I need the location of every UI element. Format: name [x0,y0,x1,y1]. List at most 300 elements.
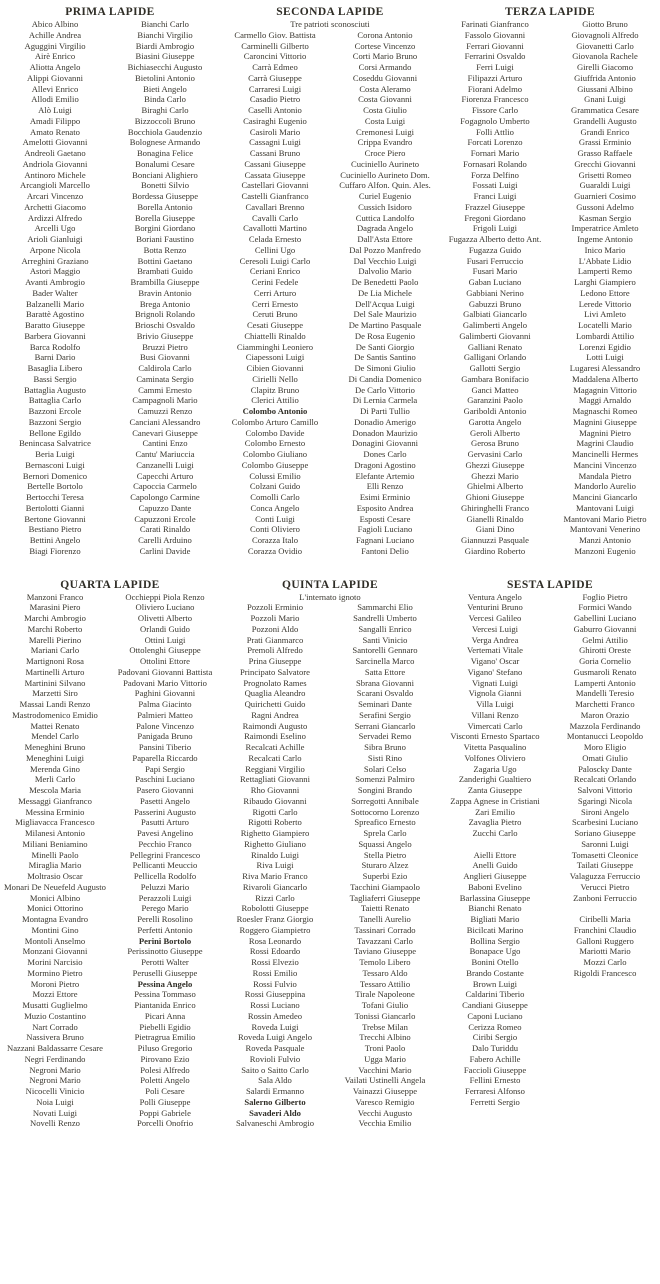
memorial-name: Meneghini Bruno [24,742,86,752]
memorial-name: Zanderighi Gualtiero [458,774,532,785]
memorial-name: Arioli Gianluigi [27,234,83,244]
memorial-name: Perissinotto Giuseppe [127,946,203,957]
memorial-name: Miliani Beniamino [22,838,88,849]
memorial-name: Baboni Evelino [468,881,522,892]
memorial-name: Saronni Luigi [581,838,629,849]
memorial-name: Perego Mario [141,903,189,914]
memorial-name: Candiani Giuseppe [462,1000,528,1010]
memorial-name: Grassi Erminio [578,137,632,148]
memorial-name: Dones Carlo [363,449,407,459]
memorial-name: Dell'Acqua Luigi [355,298,415,309]
memorial-name: Poppi Gabriele [139,1107,191,1118]
memorial-name: Alò Luigi [38,105,72,115]
memorial-name: Castelli Gianfranco [241,191,309,201]
memorial-name: Recalcati Achille [245,742,305,752]
memorial-name: Martinelli Arturo [25,666,85,677]
memorial-name: Marchi Roberto [27,623,83,634]
name-columns [0,19,220,557]
memorial-name: Rovioli Fulvio [249,1053,301,1064]
memorial-name: Livi Amleto [584,309,626,320]
memorial-name: Aliotta Angelo [29,62,81,72]
memorial-name: Colombo Davide [245,427,305,438]
section-title: QUARTA LAPIDE [60,578,160,591]
memorial-name: Esposti Cesare [359,513,411,524]
memorial-name: Pozzoni Aldo [251,623,299,634]
memorial-name: Cavallotti Martino [243,223,307,234]
memorial-name: Perelli Rosolino [137,914,193,924]
memorial-name: Mariani Carlo [30,645,80,656]
memorial-name: Ghezzi Mario [471,470,519,481]
memorial-name [550,903,660,914]
memorial-name: Di Lernia Carmela [352,395,418,406]
memorial-name: Frigoli Luigi [472,223,518,234]
memorial-name: Meneghini Luigi [26,752,84,763]
memorial-name: Cammi Ernesto [138,384,192,395]
memorial-name: Rizzi Carlo [255,892,295,903]
memorial-name: Rossi Luciano [250,1000,300,1010]
memorial-name: Amelotti Giovanni [22,137,88,148]
memorial-name: Aielli Ettore [473,849,517,860]
memorial-name: Bicilcati Marino [466,924,524,935]
memorial-name: Pessina Tommaso [134,989,196,1000]
memorial-name: Conca Angelo [250,502,300,513]
memorial-name: Visconti Ernesto Spartaco [450,731,540,742]
memorial-name: Imperatrice Amleto [571,223,639,234]
memorial-name: Dragoni Agostino [354,459,416,470]
memorial-name: Negroni Mario [29,1064,81,1075]
memorial-name: Casiroli Mario [249,126,301,137]
memorial-name: Miraglia Mario [28,860,82,871]
memorial-name: Ferri Luigi [476,62,514,72]
memorial-name: Bollina Sergio [470,935,520,946]
memorial-name: Pasetti Angelo [140,795,190,806]
memorial-name: Anelli Guido [472,860,518,871]
memorial-name: Stella Pietro [363,849,407,860]
memorial-name: Borella Antonio [137,201,193,212]
memorial-name: Fellini Ernesto [469,1075,521,1086]
memorial-name: Lorenzi Egidio [579,341,631,352]
memorial-name: Carminelli Gilberto [241,40,309,51]
memorial-name: Corazza Ovidio [247,545,303,556]
memorial-name [440,839,550,850]
memorial-name: Conti Oliviero [250,524,300,535]
memorial-name: Gerosa Bruno [471,438,519,449]
memorial-name: Abico Albino [31,19,79,29]
name-column-left [0,592,110,1130]
memorial-name: Riva Mario Franco [242,871,308,881]
memorial-name: Canzanelli Luigi [136,459,194,470]
memorial-name: Casadio Pietro [249,94,301,105]
memorial-name: Rossi Fulvio [253,978,297,989]
memorial-name: Verucci Pietro [580,881,630,892]
memorial-name: Rigoldi Francesco [573,967,637,978]
memorial-name: Sironi Angelo [581,806,629,817]
memorial-name: Lamperti Remo [577,266,633,277]
memorial-name: Sorregotti Annibale [351,795,419,806]
memorial-name: Bianchi Carlo [141,19,189,29]
memorial-name: Solari Celso [363,763,407,774]
memorial-name: Antinoro Michele [24,169,86,180]
memorial-name: Ghioni Giuseppe [465,492,525,502]
memorial-name: Palmieri Matteo [137,709,193,720]
memorial-name: Cussich Isidoro [358,201,412,212]
lapide-section-terza [440,5,660,557]
memorial-name: Pozzoli Erminio [246,602,304,613]
memorial-name: Colombo Giuseppe [241,459,309,470]
memorial-name: Caselli Antonio [248,105,302,115]
memorial-name: Moroni Pietro [30,978,80,989]
memorial-name: Galligani Orlando [463,352,527,363]
memorial-name: Magnini Giuseppe [573,416,637,427]
memorial-name: Olivetti Alberto [137,613,193,623]
memorial-name: Allevi Enrico [31,83,79,94]
memorial-name: Salvoni Vittorio [577,785,633,795]
memorial-name: Fagioli Luciano [357,524,413,535]
memorial-name: Vitetta Pasqualino [463,742,527,752]
memorial-name: Roesler Franz Giorgio [236,914,314,924]
memorial-name: Croce Piero [364,148,406,158]
memorial-name: Gabbiani Nerino [466,287,524,298]
memorial-name: Maggi Arnaldo [578,395,632,406]
memorial-name: Fusari Mario [472,266,518,277]
memorial-name: De Martino Pasquale [348,320,422,330]
memorial-name: Sangalli Enrico [358,623,412,634]
memorial-name: Reggiani Virgilio [245,763,305,774]
memorial-name: Dal Vecchio Luigi [353,255,417,266]
memorial-name: Gaban Luciano [468,277,522,287]
memorial-name: Costa Luigi [364,115,406,126]
memorial-name: Ugga Mario [364,1053,406,1064]
memorial-name: Colzani Guido [249,481,301,492]
memorial-name: Caldirola Carlo [138,363,192,373]
memorial-name: Valaguzza Ferruccio [569,871,641,881]
memorial-name: Avanti Ambrogio [25,277,85,287]
memorial-name: Giani Dino [475,524,515,535]
memorial-name: Salvaneschi Ambrogio [235,1118,315,1129]
memorial-name: Carrà Giuseppe [248,72,302,83]
memorial-name: Arcari Vincenzo [26,191,84,201]
memorial-name: Raimondi Augusto [242,720,308,731]
memorial-name: Crippa Evandro [357,137,413,148]
memorial-name: Ottolenghi Giuseppe [129,645,201,656]
memorial-name: Gallotti Sergio [469,363,521,373]
memorial-name: Bestiano Pietro [28,524,82,535]
memorial-name: Inico Mario [584,244,626,255]
memorial-name: Costa Aleramo [359,83,411,94]
memorial-name: Mantovani Venerino [569,524,641,535]
memorial-name: Donagini Giovanni [351,438,419,449]
memorial-name: Colombo Antonio [242,406,308,416]
memorial-name: Pozzoli Mario [250,613,300,623]
memorial-name: Sturaro Alzez [361,860,409,871]
memorial-name: Cassata Giuseppe [244,169,306,180]
memorial-name: Dalvolio Mario [358,266,412,277]
memorial-name: Boriani Faustino [136,234,194,244]
memorial-name: Gnani Luigi [584,94,626,105]
memorial-name: Tessaro Attilio [359,978,411,989]
memorial-name: Mendel Carlo [31,731,79,742]
memorial-name: Vimercati Carlo [467,720,523,731]
memorial-name: Montoli Anselmo [24,935,86,946]
memorial-name: Balzanelli Mario [26,298,84,309]
memorial-name: Elli Renzo [366,481,404,492]
memorial-name: Brivio Giuseppe [136,330,194,341]
memorial-name: Archetti Giacomo [24,201,86,212]
memorial-name: Gabellini Luciano [573,613,637,623]
memorial-name: Mancini Giancarlo [572,492,638,502]
memorial-name: Pellegrini Francesco [129,849,201,860]
memorial-name: Ceresoli Luigi Carlo [239,255,311,266]
memorial-name: Forza Delfino [471,169,519,180]
memorial-name: Busi Giovanni [140,352,190,363]
memorial-name: Montini Gino [31,924,79,935]
memorial-name: Magagnin Vittorio [573,384,637,395]
memorial-name: Caldarini Tiberio [465,989,525,1000]
memorial-name: Somenzi Palmiro [355,774,415,785]
memorial-name: Bianchi Renato [468,903,522,914]
memorial-name: Carraresi Luigi [248,83,302,94]
memorial-name: Biagi Fiorenzo [29,545,81,556]
memorial-name: Donadio Amerigo [354,416,416,427]
memorial-name: Bonciani Alighiero [132,169,198,180]
memorial-name: Piebelli Egidio [139,1021,191,1032]
memorial-name: Larghi Giampiero [574,277,636,287]
lapide-section-quarta [0,578,220,1130]
memorial-name: Foglio Pietro [582,591,628,602]
section-title: TERZA LAPIDE [504,6,596,18]
memorial-name: Messaggi Gianfranco [18,795,92,806]
memorial-name: Barca Rodolfo [29,341,81,352]
memorial-name: Bietolini Antonio [135,72,195,83]
section-title: QUINTA LAPIDE [281,578,379,591]
memorial-name: Bellone Egildo [29,427,81,438]
name-column-right [110,19,220,557]
memorial-name: Gianelli Rinaldo [466,513,524,524]
memorial-name: Andreoli Gaetano [24,148,86,158]
memorial-name: Tagliaferri Giuseppe [349,892,421,903]
memorial-name: Casiraghi Eugenio [243,115,307,126]
memorial-name: Ciribelli Maria [579,914,631,924]
memorial-name: Rossi Edoardo [249,946,301,957]
memorial-name: Costa Giulio [363,105,407,115]
memorial-name: Mormino Pietro [27,967,83,978]
memorial-name: Moltrasio Oscar [27,871,83,881]
memorial-name: Polli Giuseppe [139,1096,191,1107]
memorial-name: Mantovani Mario Pietro [563,513,647,524]
memorial-name: Pellicanti Meuccio [132,860,198,871]
memorial-name: Capoccia Carmelo [133,481,197,492]
memorial-name: Mancini Vincenzo [573,459,637,470]
memorial-name: Pessina Angelo [137,978,193,989]
memorial-name: Cesati Giuseppe [246,320,304,330]
memorial-name: Minelli Paolo [31,849,79,860]
lapide-section-seconda [220,5,440,557]
memorial-name: Ledono Ettore [580,287,630,298]
memorial-name: Oliviero Luciano [135,602,195,613]
memorial-name: Rho Giovanni [250,785,300,795]
memorial-name: Recalcati Orlando [573,774,637,785]
memorial-name: Salardi Ermanno [246,1086,304,1096]
memorial-name: Spreafico Ernesto [354,817,416,828]
memorial-name: Bertolotti Gianni [25,502,85,513]
memorial-name: Grecchi Giovanni [574,158,636,169]
memorial-name: Bazzoni Sergio [28,416,82,427]
memorial-name: Garanzini Paolo [467,395,523,406]
memorial-name: Fassolo Giovanni [464,29,526,40]
name-column-right [550,592,660,1108]
memorial-name: Ghiringhelli Franco [460,502,530,513]
memorial-name: Barattè Agostino [26,309,84,320]
memorial-name: Achille Andrea [28,29,82,40]
memorial-name: Colussi Emilio [249,470,301,481]
memorial-name: De Santis Santino [354,352,416,363]
memorial-name: Bruzzi Pietro [142,341,188,352]
memorial-name: Novelli Renzo [30,1118,80,1129]
memorial-name: Massai Landi Renzo [19,699,91,709]
memorial-name: Camuzzi Renzo [137,406,193,416]
memorial-name: Novati Luigi [32,1107,78,1118]
memorial-name: Tavazzani Carlo [357,935,413,946]
memorial-name: Mozzi Ettore [32,989,78,1000]
memorial-name: Negri Ferdinando [24,1053,86,1064]
memorial-name: De Rosa Eugenio [354,330,416,341]
memorial-name: Amadi Filippo [29,115,81,126]
memorial-name: Vailati Ustinelli Angela [344,1075,426,1086]
memorial-name: Nart Corrado [32,1021,78,1032]
memorial-name: Cortese Vincenzo [354,40,416,51]
memorial-name: Vacchini Mario [358,1064,412,1075]
memorial-name: Ghezzi Giuseppe [465,459,525,470]
memorial-name: Geroli Alberto [470,427,520,438]
memorial-name: De Carlo Vittorio [355,384,415,395]
memorial-name: Cerri Ernesto [251,298,299,309]
memorial-name: Zanta Giuseppe [467,785,523,795]
memorial-name: Gambara Bonifacio [461,373,529,384]
memorial-name: Vigano' Stefano [467,666,523,677]
memorial-name: Lombardi Attilio [575,330,634,341]
memorial-name: Zavaglia Pietro [468,817,522,828]
memorial-name: Vecchi Augusto [357,1107,413,1118]
memorial-name: Carrà Edmeo [252,62,298,72]
memorial-name: Taietti Renato [360,903,410,914]
memorial-name: Merli Carlo [34,774,76,785]
memorial-name: Tacchini Giampaolo [350,881,420,892]
memorial-name: Paghini Giovanni [134,688,196,699]
memorial-name: Battaglia Carlo [28,395,82,406]
memorial-name: Nassivera Bruno [26,1032,84,1043]
memorial-name: Borella Giuseppe [135,212,195,223]
memorial-name: Bertocchi Teresa [26,492,84,502]
memorial-name: Bertelle Bortolo [27,481,83,492]
memorial-name: Bonagina Felice [136,148,194,158]
memorial-name: Carelli Arduino [138,535,192,545]
memorial-name: Cuciniello Aurineto Dom. [340,169,430,180]
memorial-name: Saito o Saitto Carlo [241,1064,309,1075]
memorial-name: Corona Antonio [357,29,413,40]
memorial-name: Satta Ettore [364,666,406,677]
memorial-name: Merenda Gino [30,763,80,774]
memorial-name: Cellini Ugo [254,244,296,255]
memorial-name: Locatelli Mario [578,320,632,330]
memorial-name: Pecchio Franco [138,838,192,849]
memorial-name: Bonetti Silvio [141,180,189,191]
memorial-name: Temolo Libero [359,957,411,967]
memorial-name: Omati Giulio [582,752,628,763]
memorial-name: Nicocelli Vinicio [25,1086,85,1096]
memorial-name: Fagnani Luciano [356,535,414,545]
memorial-name: Dagrada Angelo [356,223,414,234]
memorial-name: Noia Luigi [36,1096,74,1107]
memorial-name: Sala Aldo [258,1075,292,1086]
memorial-name: Fissore Carlo [471,105,519,115]
memorial-name: Frazzel Giuseppe [465,201,525,212]
memorial-name: Perotti Walter [141,957,189,967]
memorial-name: Cassani Giuseppe [244,158,306,169]
memorial-name: Fogagnolo Umberto [460,115,530,126]
memorial-name: Principato Salvatore [240,666,310,677]
memorial-name: Vercesi Galileo [468,613,522,623]
section-subtitle: Tre patrioti sconosciuti [290,19,370,29]
memorial-name: Muzio Costantino [24,1010,86,1021]
memorial-name: Ragni Andrea [251,709,299,720]
memorial-name: Paparella Riccardo [132,752,198,763]
memorial-name: Maddalena Alberto [571,373,639,384]
memorial-name: Colombo Giuliano [242,449,308,459]
memorial-name: Zari Emilio [475,806,515,817]
memorial-name: Scarani Osvaldo [356,688,414,699]
memorial-name: Allodi Emilio [31,94,79,105]
memorial-name: Riva Luigi [256,860,294,871]
memorial-name: Cerri Arturo [253,287,297,298]
section-subtitle: L'internato ignoto [299,591,361,602]
lapide-section-prima [0,5,220,557]
memorial-name: Guarnieri Cosimo [574,191,636,201]
memorial-name: Anglieri Giuseppe [463,871,527,881]
memorial-name: Giuffrida Antonio [574,72,636,83]
memorial-name: Corazza Italo [251,535,299,545]
memorial-name: Ardizzi Alfredo [27,212,83,223]
memorial-name: Sottocorno Lorenzo [350,806,420,817]
memorial-name: Vignati Luigi [471,677,519,688]
memorial-name: Squassi Angelo [358,838,412,849]
memorial-name: Martinini Silvano [24,677,86,688]
memorial-name: Papi Sergio [145,763,185,774]
name-columns [220,30,440,557]
section-title: SECONDA LAPIDE [276,6,384,18]
memorial-name: Cerini Fedele [251,277,299,287]
memorial-name: Galimberti Giovanni [459,330,531,341]
memorial-name: Di Parti Tullio [360,406,410,416]
name-columns [440,19,660,557]
name-column-left [0,19,110,557]
memorial-name: Fantoni Delio [361,545,409,556]
memorial-name: Ceruti Bruno [252,309,298,320]
memorial-name: Formici Wando [578,602,632,613]
memorial-name: Manzoni Eugenio [574,545,636,556]
memorial-name: Brambati Guido [137,266,193,277]
name-column-right [110,592,220,1130]
memorial-name: Donadon Maurizio [352,427,418,438]
memorial-name: Farinati Gianfranco [461,19,529,29]
memorial-name: Benincasa Salvatrice [19,438,91,449]
memorial-name: Di Candia Domenico [348,373,422,384]
memorial-name: Premoli Alfredo [247,645,303,656]
memorial-name: Biasini Giuseppe [135,51,195,62]
memorial-name: Tomasetti Cleonice [571,849,639,860]
memorial-name: Orlandi Guido [140,623,190,634]
memorial-name: Marchi Ambrogio [24,613,86,623]
memorial-name: Troni Paolo [364,1043,406,1053]
